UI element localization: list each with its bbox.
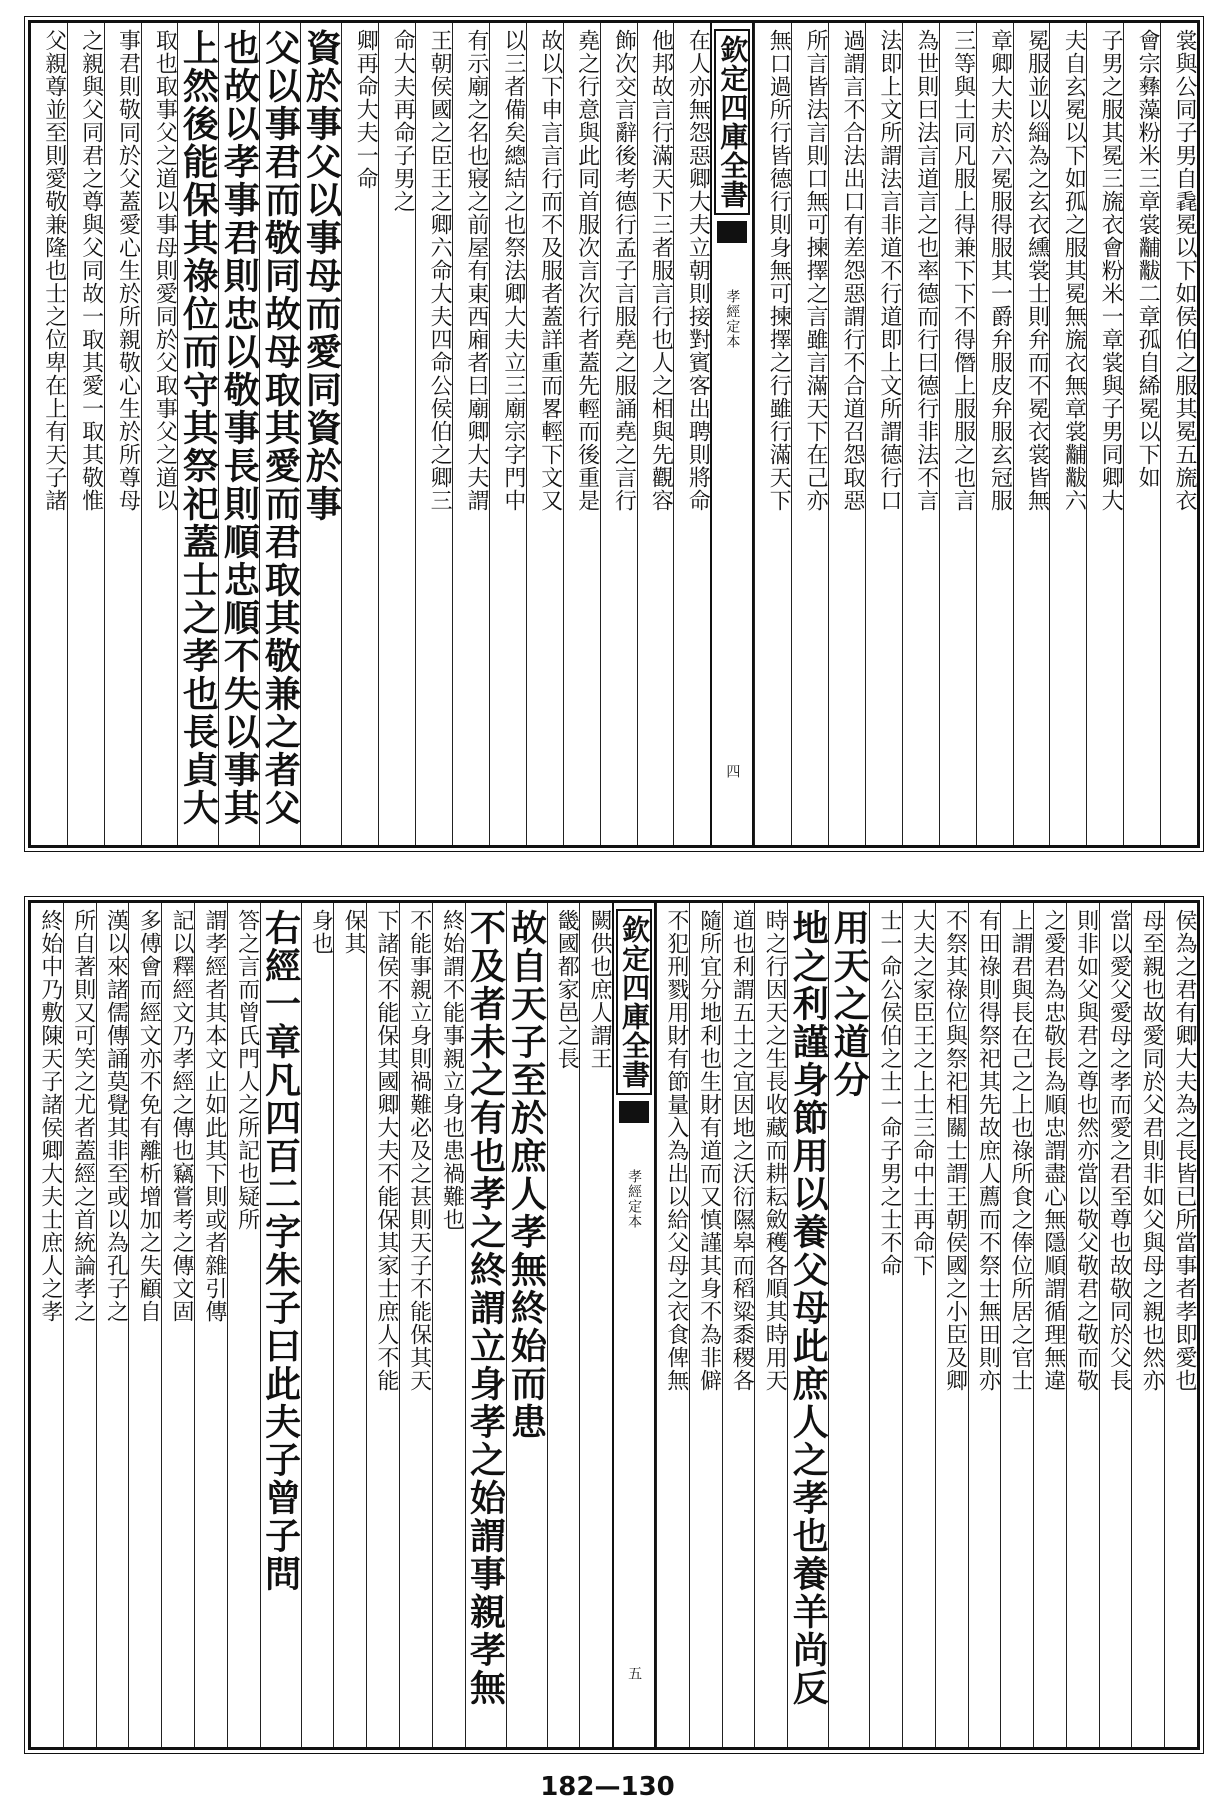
bottom-text-column: 士一命公侯伯之士一命子男之士不命 [869,903,902,1747]
bottom-text-column: 有田祿則得祭祀其先故庶人薦而不祭士無田則亦 [968,903,1001,1747]
bottom-text-column: 則非如父與君之尊也然亦當以敬父敬君之敬而敬 [1066,903,1099,1747]
top-text-column: 之親與父同君之尊與父同故一取其愛一取其敬惟 [67,23,104,845]
folio-number: 四 [724,764,741,779]
top-text-column: 法即上文所謂法言非道不行道即上文所謂德行口 [865,23,902,845]
bottom-text-column: 時之行因天之生長收藏而耕耘斂穫各順其時用天 [754,903,787,1747]
bottom-text-column: 保其 [333,903,366,1747]
bottom-text-column: 故自天子至於庶人孝無終始而患 [506,903,547,1747]
bottom-text-column: 上謂君與長在己之上也祿所食之俸位所居之官士 [1000,903,1033,1747]
top-text-column: 卿再命大夫一命 [341,23,378,845]
bottom-text-column: 道也利謂五土之宜因地之沃衍隰皋而稻粱黍稷各 [722,903,755,1747]
top-text-column: 事君則敬同於父蓋愛心生於所親敬心生於所尊母 [104,23,141,845]
folio-number: 五 [626,1666,643,1681]
top-text-column: 命大夫再命子男之 [378,23,415,845]
top-center-gutter [710,23,754,845]
top-text-column: 以三者備矣總結之也祭法卿大夫立三廟宗字門中 [489,23,526,845]
top-text-column: 過謂言不合法出口有差怨惡謂行不合道召怨取惡 [828,23,865,845]
bottom-text-column: 終始中乃敷陳天子諸侯卿大夫士庶人之孝 [37,909,63,1323]
top-text-column: 所言皆法言則口無可揀擇之言雖言滿天下在己亦 [791,23,828,845]
top-text-column: 為世則曰法言道言之也率德而行曰德行非法不言 [902,23,939,845]
bottom-columns [31,903,1197,1747]
bottom-text-column: 記以釋經文乃孝經之傳也竊嘗考之傳文固 [161,903,194,1747]
top-columns [31,23,1197,845]
bottom-text-column: 身也 [301,903,334,1747]
bottom-text-column: 隨所宜分地利也生財有道而又慎謹其身不為非僻 [689,903,722,1747]
bottom-text-column: 漢以來諸儒傳誦莫覺其非至或以為孔子之 [96,903,129,1747]
top-text-column: 有示廟之名也寢之前屋有東西廂者曰廟卿大夫謂 [452,23,489,845]
chapter-subtitle: 孝經定本 [724,289,741,349]
bottom-text-column: 用天之道分 [828,903,869,1747]
top-text-column: 也故以孝事君則忠以敬事長則順忠順不失以事其 [218,23,259,845]
fishtail-mark-icon [619,1101,649,1123]
top-text-column: 故以下申言言行而不及服者蓋詳重而畧輕下文又 [526,23,563,845]
bottom-text-column: 答之言而曾氏門人之所記也疑所 [227,903,260,1747]
bottom-text-column: 侯為之君有卿大夫為之長皆已所當事者孝即愛也 [1164,903,1197,1747]
bottom-text-column: 母至親也故愛同於父君則非如父與母之親也然亦 [1131,903,1164,1747]
top-text-column: 在人亦無怨惡卿大夫立朝則接對賓客出聘則將命 [673,23,710,845]
bottom-text-column: 之愛君為忠敬長為順忠謂盡心無隱順謂循理無違 [1033,903,1066,1747]
bottom-text-column: 所自著則又可笑之尤者蓋經之首統論孝之 [63,903,96,1747]
top-text-column: 夫自玄冕以下如孤之服其冕無旒衣無章裳黼黻六 [1049,23,1086,845]
bottom-text-column: 當以愛父愛母之孝而愛之君至尊也故敬同於父長 [1099,903,1132,1747]
top-text-column: 父親尊並至則愛敬兼隆也士之位卑在上有天子諸 [41,29,67,512]
top-text-column: 會宗彝藻粉米三章裳黼黻二章孤自絺冕以下如 [1123,23,1160,845]
top-text-column: 王朝侯國之臣王之卿六命大夫四命公侯伯之卿三 [415,23,452,845]
book-title: 欽定四庫全書 [616,909,652,1095]
fishtail-mark-icon [717,221,747,243]
top-text-column: 堯之行意與此同首服次言次行者蓋先輕而後重是 [563,23,600,845]
bottom-text-column: 多傅會而經文亦不免有離析增加之失顧自 [128,903,161,1747]
bottom-center-gutter [612,903,656,1747]
top-text-column: 裳與公同子男自毳冕以下如侯伯之服其冕五旒衣 [1160,23,1197,845]
book-title: 欽定四庫全書 [714,29,750,215]
top-text-column: 無口過所行皆德行則身無可揀擇之行雖行滿天下 [754,23,791,845]
bottom-text-column: 謂孝經者其本文止如此其下則或者雜引傳 [194,903,227,1747]
top-text-column: 飾次交言辭後考德行孟子言服堯之服誦堯之言行 [600,23,637,845]
bottom-text-column: 地之利謹身節用以養父母此庶人之孝也養羊尚反 [787,903,828,1747]
top-page-panel [28,20,1200,848]
page-number: 182—130 [540,1772,675,1802]
bottom-text-column: 畿國都家邑之長 [547,903,580,1747]
top-text-column: 三等與士同凡服上得兼下下不得僭上服服之也言 [939,23,976,845]
top-text-column: 他邦故言行滿天下三者服言行也人之相與先觀容 [637,23,674,845]
top-text-column: 資於事父以事母而愛同資於事 [300,23,341,845]
top-text-column: 子男之服其冕三旒衣會粉米一章裳與子男同卿大 [1086,23,1123,845]
bottom-page-panel [28,900,1200,1750]
top-text-column: 取也取事父之道以事母則愛同於父取事父之道以 [141,23,178,845]
bottom-text-column: 不祭其祿位與祭祀相關士謂王朝侯國之小臣及卿 [935,903,968,1747]
top-text-column: 父以事君而敬同故母取其愛而君取其敬兼之者父 [259,23,300,845]
chapter-subtitle: 孝經定本 [626,1169,643,1229]
bottom-text-column: 大夫之家臣王之上士三命中士再命下 [902,903,935,1747]
bottom-text-column: 不及者未之有也孝之終謂立身孝之始謂事親孝無 [465,903,506,1747]
bottom-text-column: 右經一章凡四百二字朱子曰此夫子曾子問 [260,903,301,1747]
top-text-column: 上然後能保其祿位而守其祭祀蓋士之孝也長貞大 [177,23,218,845]
bottom-text-column: 終始謂不能事親立身也患禍難也 [432,903,465,1747]
bottom-text-column: 闕供也庶人謂王 [579,903,612,1747]
bottom-text-column: 下諸侯不能保其國卿大夫不能保其家士庶人不能 [366,903,399,1747]
top-text-column: 冕服並以緇為之玄衣纁裳士則弁而不冕衣裳皆無 [1013,23,1050,845]
bottom-text-column: 不能事親立身則禍難必及之甚則天子不能保其天 [399,903,432,1747]
top-text-column: 章卿大夫於六冕服得服其一爵弁服皮弁服玄冠服 [976,23,1013,845]
bottom-text-column: 不犯刑戮用財有節量入為出以給父母之衣食俾無 [656,903,689,1747]
